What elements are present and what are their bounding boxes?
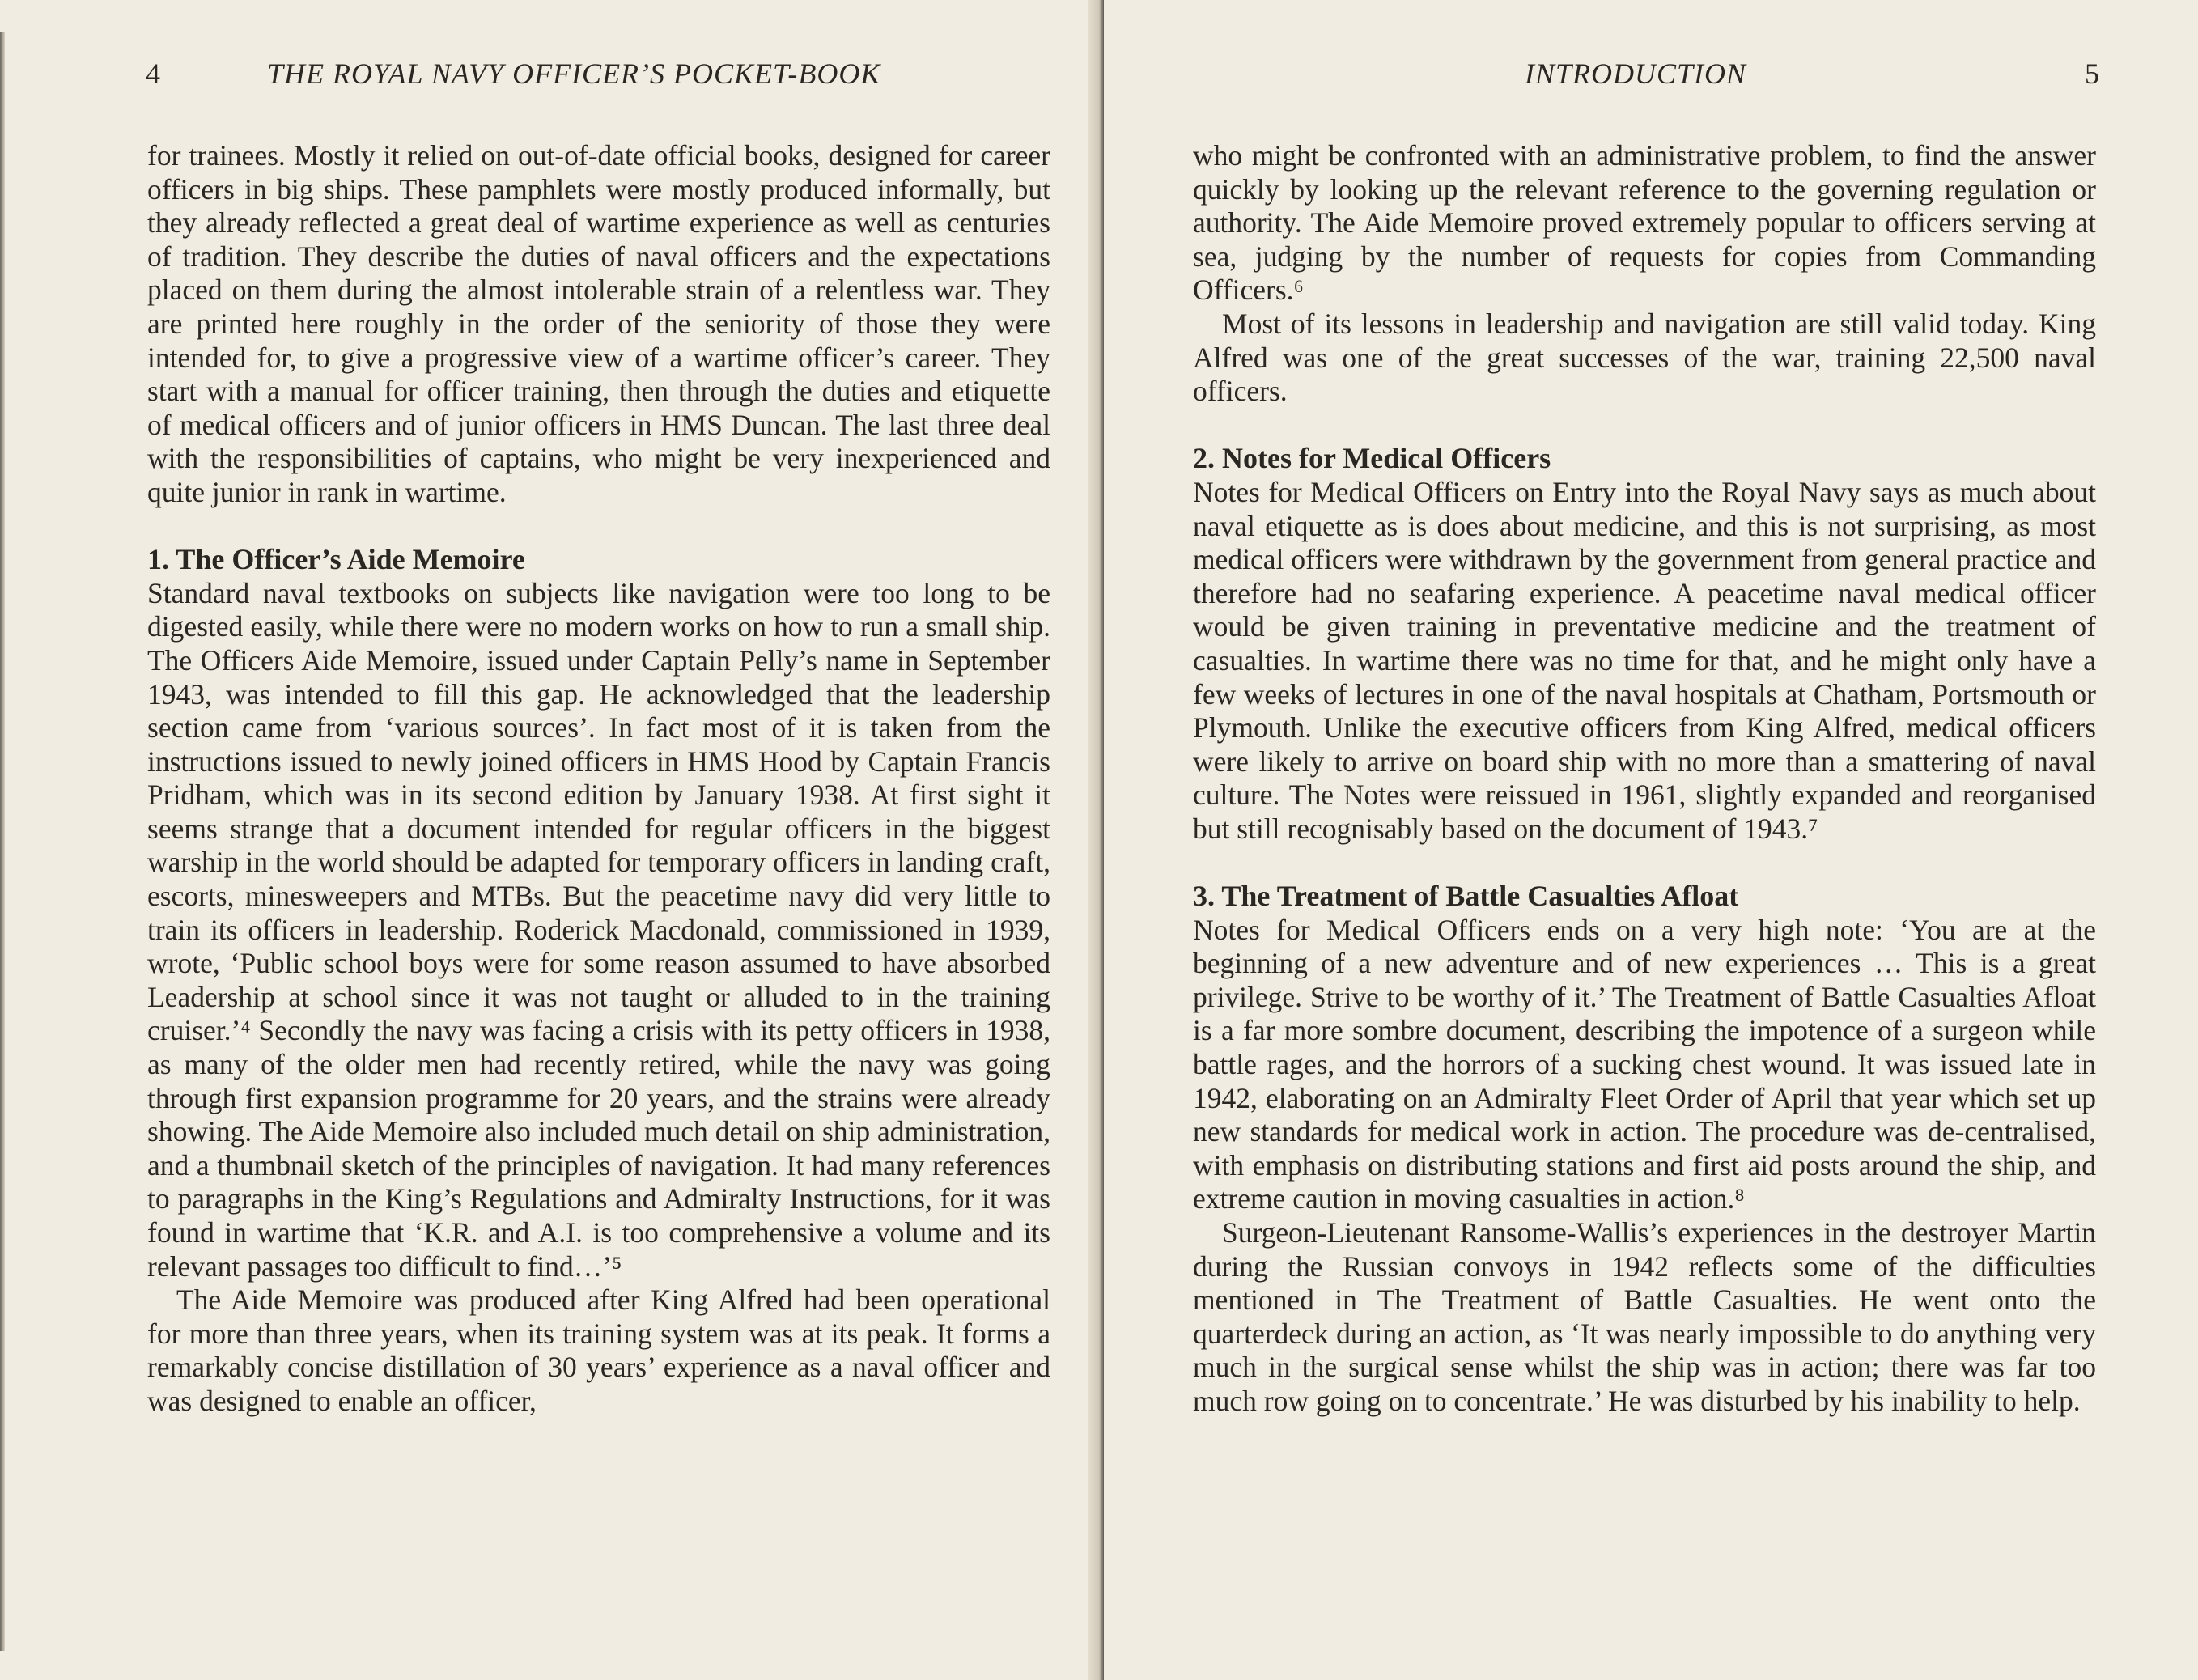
right-page-number: 5 xyxy=(2085,57,2099,90)
section-heading-medical-officers: 2. Notes for Medical Officers xyxy=(1193,442,1551,475)
section-heading-battle-casualties: 3. The Treatment of Battle Casualties Afloat xyxy=(1193,880,1739,913)
right-running-head: INTRODUCTION xyxy=(1525,57,1747,90)
left-paragraph-2: Standard naval textbooks on subjects like navigation were too long to be digested easily, while there were no modern works on how to run a small ship. The Officers Aide Memoire, issued under Captain Pelly’s name in September 1943, was intended to fill this gap. He acknowledged that the leadership section came from ‘various sources’. In fact most of it is taken from the instructions issued to newly joined officers in HMS Hood by Captain Francis Pridham, which was in its second edition by January 1938. At first sight it seems strange that a document intended for regular officers in the biggest warship in the world should be adapted for temporary officers in landing craft, escorts, minesweepers and MTBs. But the peacetime navy did very little to train its officers in leadership. Roderick Macdonald, commissioned in 1939, wrote, ‘Public school boys were for some reason assumed to have absorbed Leadership at school since it was not taught or alluded to in the training cruiser.’⁴ Secondly the navy was facing a crisis with its petty officers in 1938, as many of the older men had recently retired, while the navy was going through first expansion programme for 20 years, and the strains were already showing. The Aide Memoire also included much detail on ship administration, and a thumbnail sketch of the principles of navigation. It had many references to paragraphs in the King’s Regulations and Admiralty Instructions, for it was found in wartime that ‘K.R. and A.I. is too comprehensive a volume and its relevant passages too difficult to find…’⁵ xyxy=(147,576,1050,1283)
right-paragraph-1: who might be confronted with an administrative problem, to find the answer quickly by looking up the relevant reference to the governing regulation or authority. The Aide Memoire proved extremely popular to officers serving at sea, judging by the number of requests for copies from Commanding Officers.⁶ xyxy=(1193,139,2096,307)
left-running-head: THE ROYAL NAVY OFFICER’S POCKET-BOOK xyxy=(267,57,881,90)
right-paragraph-2: Most of its lessons in leadership and navigation are still valid today. King Alfred was one of the great successes of the war, training 22,500 naval officers. xyxy=(1193,307,2096,408)
right-paragraph-3: Notes for Medical Officers on Entry into the Royal Navy says as much about naval etiquette as is does about medicine, and this is not surprising, as most medical officers were withdrawn by the government from general practice and therefore had no seafaring experience. A peacetime naval medical officer would be given training in preventative medicine and the treatment of casualties. In wartime there was no time for that, and he might only have a few weeks of lectures in one of the naval hospitals at Chatham, Portsmouth or Plymouth. Unlike the executive officers from King Alfred, medical officers were likely to arrive on board ship with no more than a smattering of naval culture. The Notes were reissued in 1961, slightly expanded and reorganised but still recognisably based on the document of 1943.⁷ xyxy=(1193,475,2096,845)
left-paragraph-3: The Aide Memoire was produced after King Alfred had been operational for more than three years, when its training system was at its peak. It forms a remarkably concise distillation of 30 years’ experience as a naval officer and was designed to enable an officer, xyxy=(147,1283,1050,1417)
right-paragraph-5: Surgeon-Lieutenant Ransome-Wallis’s experiences in the destroyer Martin during the Russian convoys in 1942 reflects some of the difficulties mentioned in The Treatment of Battle Casualties. He went onto the quarterdeck during an action, as ‘It was nearly impossible to do anything very much in the surgical sense whilst the ship was in action; there was far too much row going on to concentrate.’ He was disturbed by his inability to help. xyxy=(1193,1216,2096,1417)
right-page-body xyxy=(1193,139,2096,1419)
left-page-number: 4 xyxy=(146,57,160,90)
left-paragraph-1: for trainees. Mostly it relied on out-of-date official books, designed for career officers in big ships. These pamphlets were mostly produced informally, but they already reflected a great deal of wartime experience as well as centuries of tradition. They describe the duties of naval officers and the expectations placed on them during the almost intolerable strain of a relentless war. They are printed here roughly in the order of the seniority of those they were intended for, to give a progressive view of a wartime officer’s career. They start with a manual for officer training, then through the duties and etiquette of medical officers and of junior officers in HMS Duncan. The last three deal with the responsibilities of captains, who might be very inexperienced and quite junior in rank in wartime. xyxy=(147,139,1050,508)
right-page xyxy=(1104,0,2198,1680)
section-heading-aide-memoire: 1. The Officer’s Aide Memoire xyxy=(147,543,525,576)
right-paragraph-4: Notes for Medical Officers ends on a very high note: ‘You are at the beginning of a new adventure and of new experiences … This is a great privilege. Strive to be worthy of it.’ The Treatment of Battle Casualties Afloat is a far more sombre document, describing the impotence of a surgeon while battle rages, and the horrors of a sucking chest wound. It was issued late in 1942, elaborating on an Admiralty Fleet Order of April that year which set up new standards for medical work in action. The procedure was de-centralised, with emphasis on distributing stations and first aid posts around the ship, and extreme caution in moving casualties in action.⁸ xyxy=(1193,913,2096,1215)
left-page-body xyxy=(147,139,1050,1419)
page-edge-shadow xyxy=(0,32,5,1651)
left-page xyxy=(0,0,1094,1680)
